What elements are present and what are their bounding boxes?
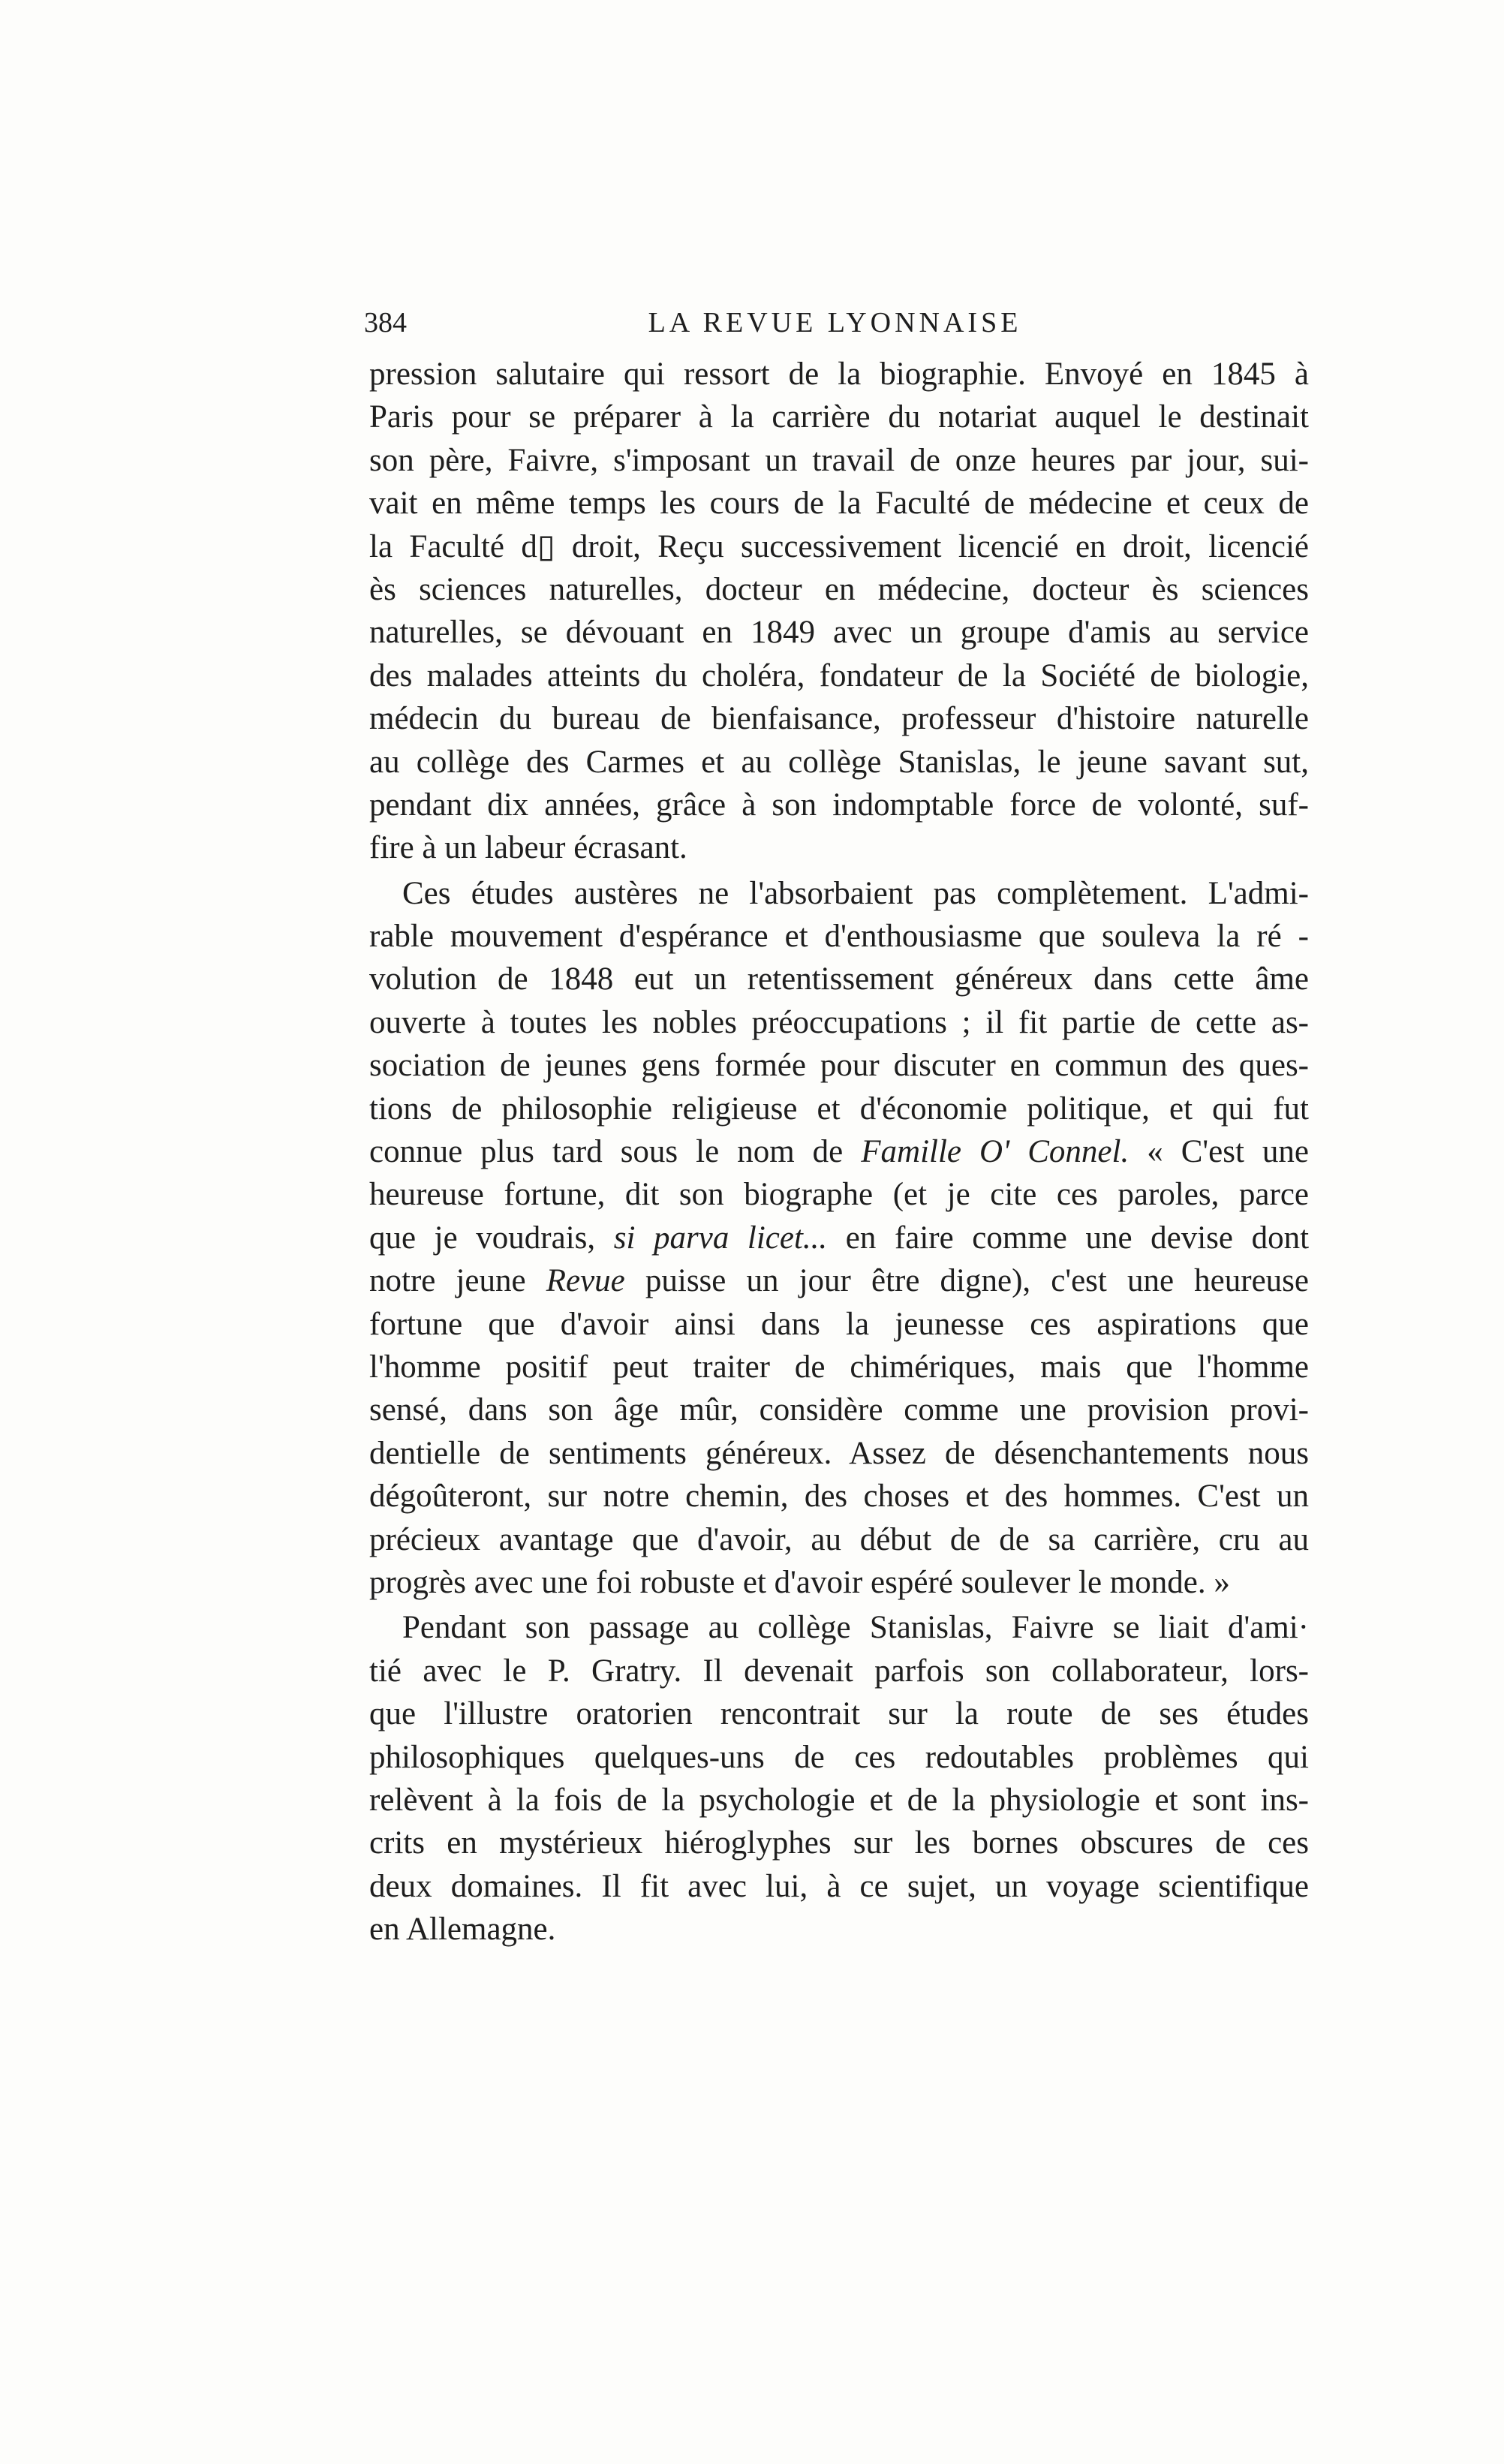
text-line: relèvent à la fois de la psychologie et de la physiologie et sont ins- xyxy=(369,1782,1309,1818)
text-line: au collège des Carmes et au collège Stanislas, le jeune savant sut, xyxy=(369,744,1309,780)
text-line: dégoûteront, sur notre chemin, des choses et des hommes. C'est un xyxy=(369,1479,1309,1515)
text-line xyxy=(369,1259,1309,1302)
text-line xyxy=(369,1217,1309,1259)
text-line: tions de philosophie religieuse et d'économie politique, et qui fut xyxy=(369,1091,1309,1127)
text-line: des malades atteints du choléra, fondateur de la Société de biologie, xyxy=(369,657,1309,693)
text-line: volution de 1848 eut un retentissement généreux dans cette âme xyxy=(369,961,1309,997)
paragraph-2 xyxy=(369,872,1309,1605)
text-line: pression salutaire qui ressort de la biographie. Envoyé en 1845 à xyxy=(369,357,1309,392)
text-line: sociation de jeunes gens formée pour discuter en commun des ques- xyxy=(369,1048,1309,1084)
body-text xyxy=(369,353,1309,1951)
text-line: fortune que d'avoir ainsi dans la jeunesse ces aspirations que xyxy=(369,1306,1309,1342)
text-run: en faire comme une devise dont xyxy=(827,1220,1310,1256)
paragraph-1 xyxy=(369,353,1309,870)
journal-title: LA REVUE LYONNAISE xyxy=(648,307,1022,338)
text-line: son père, Faivre, s'imposant un travail de onze heures par jour, sui- xyxy=(369,442,1309,478)
text-line: ès sciences naturelles, docteur en médecine, docteur ès sciences xyxy=(369,571,1309,607)
text-run: notre jeune xyxy=(369,1263,546,1299)
running-head xyxy=(364,300,1306,345)
text-line: vait en même temps les cours de la Faculté de médecine et ceux de xyxy=(369,486,1309,522)
text-run: « C'est une xyxy=(1129,1134,1309,1170)
italic-phrase-si-parva-licet: si parva licet... xyxy=(613,1220,828,1256)
text-line: heureuse fortune, dit son biographe (et je cite ces paroles, parce xyxy=(369,1177,1309,1213)
text-line: Pendant son passage au collège Stanislas, Faivre se liait d'ami· xyxy=(402,1610,1309,1646)
italic-title-famille-oconnel: Famille O' Connel. xyxy=(861,1134,1130,1170)
text-run: que je voudrais, xyxy=(369,1220,614,1256)
text-line: progrès avec une foi robuste et d'avoir espéré soulever le monde. » xyxy=(369,1564,1230,1600)
paragraph-3 xyxy=(369,1606,1309,1951)
text-run: connue plus tard sous le nom de xyxy=(369,1134,862,1170)
text-line: philosophiques quelques-uns de ces redoutables problèmes qui xyxy=(369,1739,1309,1775)
text-line: naturelles, se dévouant en 1849 avec un groupe d'amis au service xyxy=(369,615,1309,651)
page-number: 384 xyxy=(364,307,407,338)
text-line: pendant dix années, grâce à son indomptable force de volonté, suf- xyxy=(369,787,1309,823)
text-line: précieux avantage que d'avoir, au début de de sa carrière, cru au xyxy=(369,1521,1309,1557)
text-line: rable mouvement d'espérance et d'enthousiasme que souleva la ré - xyxy=(369,919,1309,955)
text-line: ouverte à toutes les nobles préoccupations ; il fit partie de cette as- xyxy=(369,1004,1309,1040)
italic-word-revue: Revue xyxy=(546,1263,625,1299)
text-line: l'homme positif peut traiter de chimériques, mais que l'homme xyxy=(369,1349,1309,1385)
text-line: médecin du bureau de bienfaisance, professeur d'histoire naturelle xyxy=(369,701,1309,737)
text-line: en Allemagne. xyxy=(369,1912,556,1948)
text-line: sensé, dans son âge mûr, considère comme une provision provi- xyxy=(369,1392,1309,1428)
text-run: puisse un jour être digne), c'est une heureuse xyxy=(624,1263,1309,1299)
text-line: Ces études austères ne l'absorbaient pas complètement. L'admi- xyxy=(402,875,1309,911)
text-line xyxy=(369,1130,1309,1173)
text-line: Paris pour se préparer à la carrière du notariat auquel le destinait xyxy=(369,399,1309,435)
text-line: tié avec le P. Gratry. Il devenait parfois son collaborateur, lors- xyxy=(369,1653,1309,1689)
text-line: que l'illustre oratorien rencontrait sur la route de ses études xyxy=(369,1696,1309,1732)
text-line: deux domaines. Il fit avec lui, à ce sujet, un voyage scientifique xyxy=(369,1868,1309,1904)
text-line: crits en mystérieux hiéroglyphes sur les bornes obscures de ces xyxy=(369,1825,1309,1861)
text-line: dentielle de sentiments généreux. Assez de désenchantements nous xyxy=(369,1435,1309,1471)
text-line: la Faculté d▯ droit, Reçu successivement licencié en droit, licencié xyxy=(369,528,1309,564)
text-line: fire à un labeur écrasant. xyxy=(369,830,687,866)
